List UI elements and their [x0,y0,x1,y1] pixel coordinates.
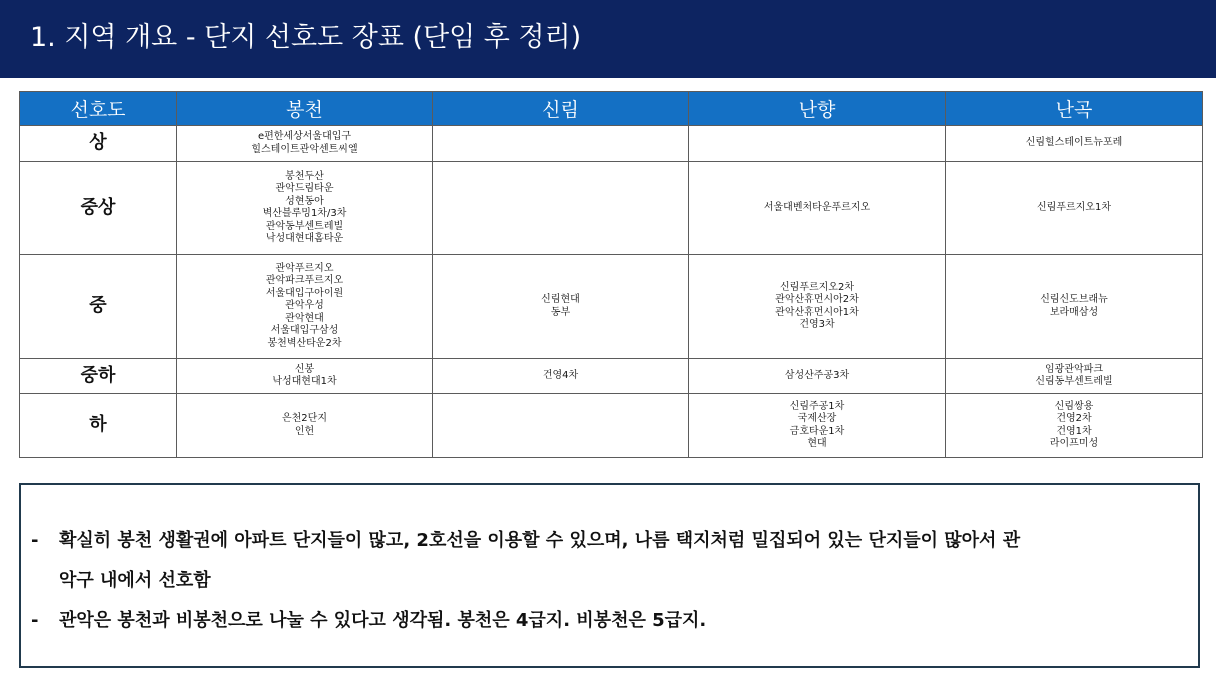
note-line-1 [31,521,1188,561]
complex-name: e편한세상서울대입구 [257,131,352,142]
complex-name: 관악산휴먼시아2차 [775,294,859,305]
header-grade: 선호도 [20,92,177,126]
cell-nangok [946,162,1203,255]
cell-nanhyang [689,394,946,458]
complex-name: 관악우성 [285,300,324,312]
cell-nanhyang [689,162,946,255]
complex-name: 금호타운1차 [789,425,845,437]
grade-cell: 중하 [20,359,177,394]
grade-cell: 하 [20,394,177,458]
complex-name: 관악드림타운 [275,183,334,194]
complex-name: 건영3차 [799,319,835,330]
complex-name: 힐스테이트관악센트씨엘 [251,143,358,155]
table-row [20,126,1203,162]
complex-name: 신림신도브래뉴 [1040,294,1108,305]
cell-nangok [946,394,1203,458]
cell-bongcheon [177,126,433,162]
note-1-text: 확실히 봉천 생활권에 아파트 단지들이 많고, 2호선을 이용할 수 있으며, 나름 택지처럼 밀집되어 있는 단지들이 많아서 관 [59,530,1021,551]
cell-sillim [433,255,689,359]
complex-name: 신림현대 [541,294,580,305]
cell-sillim [433,394,689,458]
header-nangok: 난곡 [946,92,1203,126]
complex-name: 라이프미성 [1049,438,1099,449]
complex-name: 임광관악파크 [1045,363,1103,375]
complex-name: 봉천벽산타운2차 [267,337,342,349]
cell-sillim [433,359,689,394]
complex-name: 관악파크푸르지오 [265,275,344,287]
preference-table [19,91,1203,458]
cell-nangok [946,126,1203,162]
grade-cell: 상 [20,126,177,162]
grade-cell: 중상 [20,162,177,255]
complex-name: 인헌 [294,425,315,437]
notes-box [19,483,1200,668]
cell-nangok [946,359,1203,394]
complex-name: 동부 [550,306,571,318]
complex-name: 서울대벤처타운푸르지오 [763,201,871,213]
cell-nanhyang [689,126,946,162]
cell-bongcheon [177,162,433,255]
cell-bongcheon [177,359,433,394]
cell-sillim [433,126,689,162]
note-line-2 [31,601,1188,641]
complex-name: 신봉 [294,363,315,375]
complex-name: 신림주공1차 [789,400,845,412]
complex-name: 봉천두산 [285,170,324,182]
complex-name: 성현동아 [285,195,324,207]
cell-bongcheon [177,394,433,458]
bullet-dash: - [31,610,39,631]
complex-name: 신림동부센트레빌 [1035,376,1113,387]
complex-name: 관악푸르지오 [275,262,334,274]
complex-name: 신림푸르지오2차 [780,281,854,293]
complex-name: 신림푸르지오1차 [1037,201,1111,213]
complex-name: 국제산장 [797,413,837,424]
page-title: 1. 지역 개요 - 단지 선호도 장표 (단임 후 정리) [30,22,582,53]
table-row [20,359,1203,394]
header-sillim: 신림 [433,92,689,126]
note-1-continuation: 악구 내에서 선호함 [59,570,211,591]
complex-name: 낙성대현대홈타운 [265,233,344,244]
complex-name: 삼성산주공3차 [784,369,850,381]
bullet-dash: - [31,530,39,551]
header-bongcheon: 봉천 [177,92,433,126]
cell-nangok [946,255,1203,359]
complex-name: 신림쌍용 [1054,400,1094,412]
complex-name: 서울대입구삼성 [270,325,339,337]
cell-nanhyang [689,255,946,359]
table-row [20,162,1203,255]
cell-sillim [433,162,689,255]
complex-name: 은천2단지 [281,413,327,424]
complex-name: 벽산블루밍1차/3차 [262,208,347,219]
note-2-text: 관악은 봉천과 비봉천으로 나눌 수 있다고 생각됨. 봉천은 4급지. 비봉천은 5급지. [59,610,707,631]
header-nanhyang: 난향 [689,92,946,126]
complex-name: 현대 [807,438,827,449]
cell-bongcheon [177,255,433,359]
table-row [20,255,1203,359]
complex-name: 낙성대현대1차 [272,376,337,387]
complex-name: 서울대입구아이원 [265,287,344,299]
complex-name: 관악산휴먼시아1차 [775,306,859,318]
title-bar [0,0,1216,78]
complex-name: 관악현대 [285,312,324,324]
complex-name: 보라매삼성 [1049,306,1099,318]
table-header-row [20,92,1203,126]
complex-name: 건영2차 [1056,413,1092,424]
complex-name: 관악동부센트레빌 [265,220,344,232]
complex-name: 건영4차 [542,369,579,381]
table-row [20,394,1203,458]
complex-name: 신림힐스테이트뉴포레 [1025,137,1123,149]
cell-nanhyang [689,359,946,394]
grade-cell: 중 [20,255,177,359]
complex-name: 건영1차 [1056,425,1092,437]
